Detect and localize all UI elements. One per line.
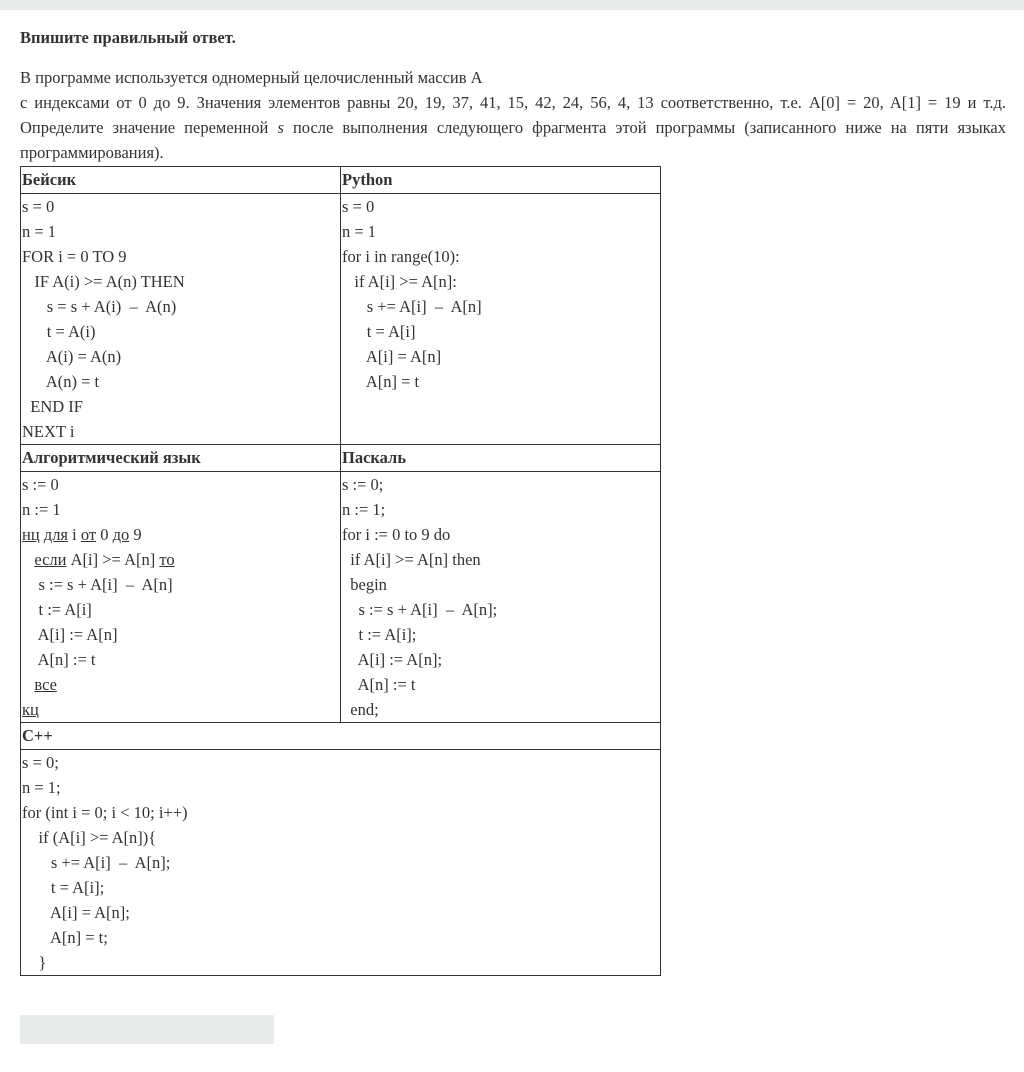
variable-s: s xyxy=(277,118,284,137)
cpp-header: C++ xyxy=(21,723,661,750)
code-line: s = 0 xyxy=(342,197,375,216)
top-strip xyxy=(0,0,1024,10)
code-line: s += A[i] – A[n] xyxy=(342,297,482,316)
algorithmic-code xyxy=(21,472,341,723)
code-line: A[i] := A[n]; xyxy=(342,650,443,669)
code-line: s := s + A[i] – A[n]; xyxy=(342,600,498,619)
code-line: A[i] := A[n] xyxy=(22,625,118,644)
header-row xyxy=(21,723,661,750)
code-line: s = 0 xyxy=(22,197,55,216)
code-line xyxy=(22,547,340,572)
code-line: t = A[i]; xyxy=(22,878,105,897)
code-line: A[n] := t xyxy=(342,675,416,694)
code-line: IF A(i) >= A(n) THEN xyxy=(22,272,185,291)
keyword: все xyxy=(34,675,57,694)
task-statement xyxy=(20,65,1006,165)
code-line: n = 1 xyxy=(342,222,377,241)
code-line: if A[i] >= A[n]: xyxy=(342,272,457,291)
code-line: FOR i = 0 TO 9 xyxy=(22,247,127,266)
keyword: нц xyxy=(22,525,40,544)
code-line: t := A[i] xyxy=(22,600,92,619)
keyword: то xyxy=(159,550,175,569)
statement-text-b: после выполнения следующего фрагмента этой программы (записанного ниже на пяти языках программирования). xyxy=(20,118,1006,162)
code-row xyxy=(21,750,661,976)
basic-header: Бейсик xyxy=(21,167,341,194)
code-table xyxy=(20,166,661,976)
code-line: s := 0 xyxy=(22,475,59,494)
code-line: END IF xyxy=(22,397,83,416)
code-line: t = A(i) xyxy=(22,322,96,341)
statement-text-a: с индексами от 0 до 9. Значения элементов равны 20, 19, 37, 41, 15, 42, 24, 56, 4, 13 соответственно, т.е. A[0] = 20, A[1] = 19 и т.д. Определите значение переменной xyxy=(20,93,1006,137)
keyword: до xyxy=(112,525,130,544)
keyword: от xyxy=(80,525,97,544)
basic-code xyxy=(21,194,341,445)
code-line: s = s + A(i) – A(n) xyxy=(22,297,177,316)
code-text: 0 xyxy=(96,525,113,544)
statement-line-1: В программе используется одномерный целочисленный массив A xyxy=(20,68,483,87)
code-line: A[n] := t xyxy=(22,650,96,669)
code-line: for i in range(10): xyxy=(342,247,460,266)
code-line: for i := 0 to 9 do xyxy=(342,525,451,544)
code-line: n := 1; xyxy=(342,500,386,519)
task-heading: Впишите правильный ответ. xyxy=(20,28,236,47)
cpp-code xyxy=(21,750,661,976)
code-line xyxy=(22,672,340,697)
header-row xyxy=(21,445,661,472)
code-line: A[i] = A[n] xyxy=(342,347,442,366)
code-text: i xyxy=(68,525,81,544)
code-line: n := 1 xyxy=(22,500,61,519)
code-line: if (A[i] >= A[n]){ xyxy=(22,828,157,847)
statement-line-2 xyxy=(20,90,1006,165)
code-line: begin xyxy=(342,575,387,594)
code-line xyxy=(22,697,340,722)
code-line xyxy=(22,522,340,547)
code-line: A(i) = A(n) xyxy=(22,347,122,366)
answer-input[interactable] xyxy=(20,1015,274,1044)
code-line: n = 1; xyxy=(22,778,61,797)
header-row xyxy=(21,167,661,194)
code-row xyxy=(21,472,661,723)
keyword: для xyxy=(43,525,69,544)
pascal-code xyxy=(341,472,661,723)
code-row xyxy=(21,194,661,445)
code-line: A[i] = A[n]; xyxy=(22,903,130,922)
code-line: A[n] = t xyxy=(342,372,420,391)
code-line: if A[i] >= A[n] then xyxy=(342,550,481,569)
code-line: s = 0; xyxy=(22,753,59,772)
code-line: } xyxy=(22,953,47,972)
python-header: Python xyxy=(341,167,661,194)
code-line: NEXT i xyxy=(22,422,75,441)
code-line: t = A[i] xyxy=(342,322,416,341)
code-line: A[n] = t; xyxy=(22,928,108,947)
code-line: end; xyxy=(342,700,379,719)
pascal-header: Паскаль xyxy=(341,445,661,472)
code-line: n = 1 xyxy=(22,222,57,241)
code-text: A[i] >= A[n] xyxy=(66,550,160,569)
code-line: s := s + A[i] – A[n] xyxy=(22,575,173,594)
code-line: s += A[i] – A[n]; xyxy=(22,853,171,872)
algorithmic-header: Алгоритмический язык xyxy=(21,445,341,472)
code-line: t := A[i]; xyxy=(342,625,417,644)
keyword: если xyxy=(34,550,67,569)
code-line: for (int i = 0; i < 10; i++) xyxy=(22,803,188,822)
keyword: кц xyxy=(22,700,39,719)
code-line: A(n) = t xyxy=(22,372,100,391)
code-line: s := 0; xyxy=(342,475,384,494)
code-text: 9 xyxy=(129,525,142,544)
python-code xyxy=(341,194,661,445)
